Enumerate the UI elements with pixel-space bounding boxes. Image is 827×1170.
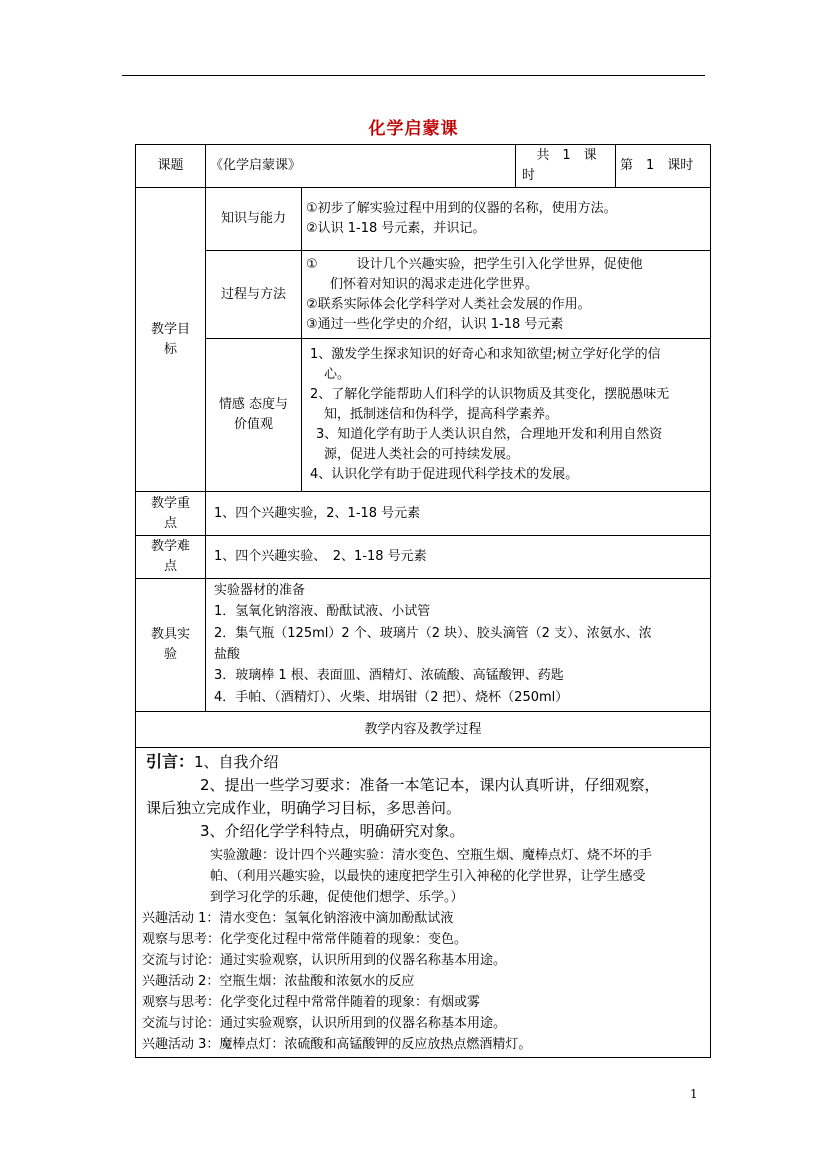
difficulties-value: 1、四个兴趣实验、 2、1-18 号元素 (206, 536, 711, 579)
equipment-label (136, 579, 206, 712)
equipment-label-line1: 教具实 (150, 627, 190, 642)
difficulties-label-line1: 教学难 (150, 539, 190, 554)
activity-line-4: 兴趣活动 2：空瓶生烟：浓盐酸和浓氨水的反应 (142, 974, 415, 989)
process-line-1: ① 设计几个兴趣实验，把学生引入化学世界，促使他 (306, 256, 643, 272)
topic-value: 《化学启蒙课》 (206, 145, 516, 188)
content-header-row (136, 712, 711, 748)
knowledge-content (302, 188, 711, 251)
content-body (136, 748, 711, 1058)
knowledge-label: 知识与能力 (206, 188, 302, 251)
difficulties-row (136, 536, 711, 579)
intro-item-2b: 课后独立完成作业，明确学习目标，多思善问。 (146, 799, 462, 817)
knowledge-line-2: ②认识 1-18 号元素，并识记。 (306, 221, 486, 236)
goal-row-knowledge (136, 188, 711, 251)
equipment-line-2: 1．氢氧化钠溶液、酚酞试液、小试管 (214, 604, 431, 619)
equipment-line-6: 4．手帕、（酒精灯）、火柴、坩埚钳（2 把）、烧杯（250ml） (214, 690, 569, 705)
lesson-number: 第 1 课时 (616, 145, 711, 188)
equipment-line-1: 实验器材的准备 (214, 583, 306, 598)
experiment-line-b: 帕、（利用兴趣实验，以最快的速度把学生引入神秘的化学世界，让学生感受 (210, 869, 646, 884)
key-points-label (136, 492, 206, 536)
topic-label: 课题 (136, 145, 206, 188)
intro-line-1 (146, 750, 704, 774)
intro-label: 引言： (146, 752, 195, 771)
knowledge-line-1: ①初步了解实验过程中用到的仪器的名称，使用方法。 (306, 201, 617, 216)
process-line-2: ②联系实际体会化学科学对人类社会发展的作用。 (306, 296, 591, 312)
emotion-label-line1: 情感 态度与 (218, 397, 289, 412)
equipment-label-line2: 验 (163, 647, 177, 662)
goals-label-line2: 标 (163, 341, 177, 357)
goals-label (136, 188, 206, 492)
process-line-3: ③通过一些化学史的介绍，认识 1-18 号元素 (306, 316, 564, 332)
emotion-content (302, 339, 711, 492)
process-label: 过程与方法 (206, 251, 302, 339)
process-content (302, 251, 711, 339)
activity-line-1: 兴趣活动 1：清水变色：氢氧化钠溶液中滴加酚酞试液 (142, 911, 454, 926)
goal-row-process (136, 251, 711, 339)
intro-item-2a: 2、提出一些学习要求：准备一本笔记本，课内认真听讲，仔细观察， (200, 776, 660, 794)
goals-label-line1: 教学目 (150, 321, 190, 337)
difficulties-label-line2: 点 (163, 559, 177, 574)
equipment-line-4: 盐酸 (214, 647, 241, 662)
key-points-label-line1: 教学重 (150, 495, 190, 511)
difficulties-label (136, 536, 206, 579)
equipment-line-5: 3．玻璃棒 1 根、表面皿、酒精灯、浓硫酸、高锰酸钾、药匙 (214, 668, 564, 683)
process-line-1b: 们怀着对知识的渴求走进化学世界。 (330, 276, 539, 292)
total-lessons-line2: 时 (522, 168, 536, 183)
activity-line-5: 观察与思考：化学变化过程中常常伴随着的现象：有烟或雾 (142, 995, 481, 1010)
activity-line-3: 交流与讨论：通过实验观察，认识所用到的仪器名称基本用途。 (142, 953, 507, 968)
equipment-content (206, 579, 711, 712)
key-points-row (136, 492, 711, 536)
equipment-row (136, 579, 711, 712)
key-points-value: 1、四个兴趣实验，2、1-18 号元素 (206, 492, 711, 536)
content-row (136, 748, 711, 1058)
intro-item-3: 3、介绍化学学科特点，明确研究对象。 (200, 822, 465, 840)
goal-row-emotion (136, 339, 711, 492)
total-lessons-line1: 共 1 课 (536, 148, 597, 163)
key-points-label-line2: 点 (163, 515, 177, 531)
emotion-line-2: 心。 (324, 367, 351, 382)
activity-line-7: 兴趣活动 3：魔棒点灯：浓硫酸和高锰酸钾的反应放热点燃酒精灯。 (142, 1037, 532, 1052)
intro-item-1: 1、自我介绍 (194, 753, 279, 771)
emotion-label (206, 339, 302, 492)
header-rule (122, 75, 705, 76)
total-lessons (516, 145, 616, 188)
emotion-line-1: 1、激发学生探求知识的好奇心和求知欲望;树立学好化学的信 (310, 347, 661, 362)
lesson-plan-table (135, 144, 711, 1058)
emotion-line-7: 4、认识化学有助于促进现代科学技术的发展。 (310, 467, 579, 482)
emotion-line-4: 知，抵制迷信和伪科学，提高科学素养。 (324, 407, 559, 422)
emotion-label-line2: 价值观 (233, 417, 273, 432)
content-header: 教学内容及教学过程 (136, 712, 711, 748)
emotion-line-5: 3、知道化学有助于人类认识自然，合理地开发和利用自然资 (316, 427, 663, 442)
activity-line-2: 观察与思考：化学变化过程中常常伴随着的现象：变色。 (142, 932, 468, 947)
experiment-line-a: 实验激趣：设计四个兴趣实验：清水变色、空瓶生烟、魔棒点灯、烧不坏的手 (210, 848, 653, 863)
header-row (136, 145, 711, 188)
document-title: 化学启蒙课 (368, 119, 459, 139)
experiment-line-c: 到学习化学的乐趣，促使他们想学、乐学。） (210, 890, 464, 905)
emotion-line-6: 源，促进人类社会的可持续发展。 (324, 447, 520, 462)
emotion-line-3: 2、了解化学能帮助人们科学的认识物质及其变化，摆脱愚味无 (310, 387, 670, 402)
activity-line-6: 交流与讨论：通过实验观察，认识所用到的仪器名称基本用途。 (142, 1016, 507, 1031)
equipment-line-3: 2．集气瓶（125ml）2 个、玻璃片（2 块）、胶头滴管（2 支）、浓氨水、浓 (214, 626, 652, 641)
page-number: 1 (690, 1087, 698, 1101)
